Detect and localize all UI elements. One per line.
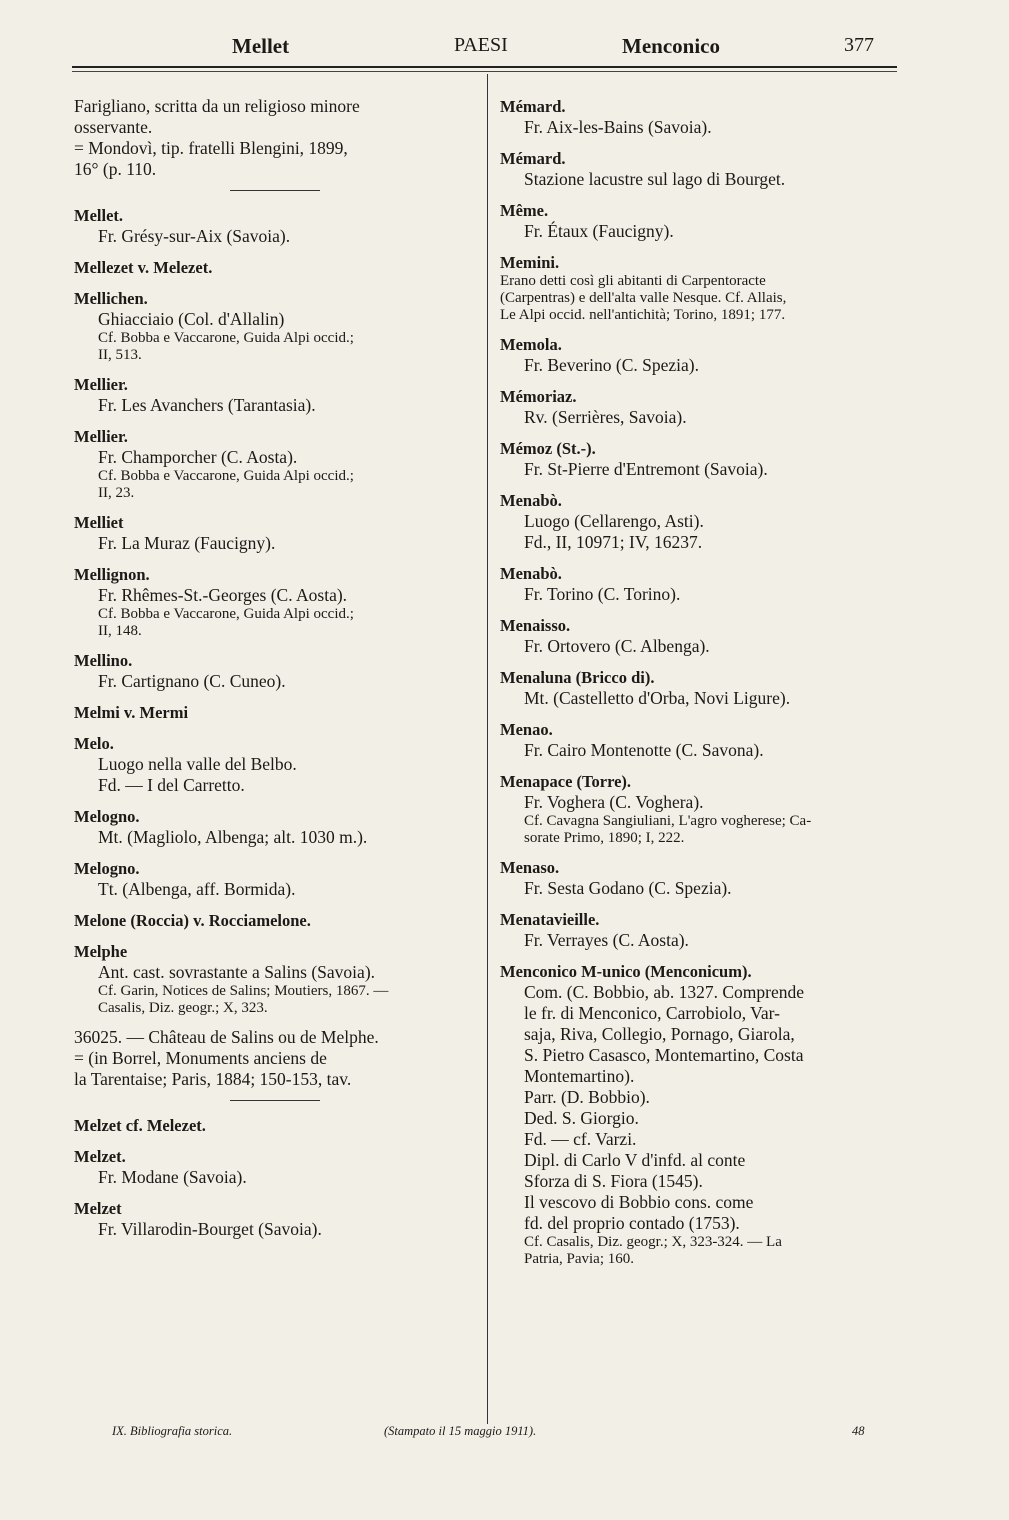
entry-reference: sorate Primo, 1890; I, 222. xyxy=(524,830,685,846)
entry-line: Fr. Grésy-sur-Aix (Savoia). xyxy=(98,226,291,246)
entry-line: Fr. Sesta Godano (C. Spezia). xyxy=(524,878,732,898)
dictionary-entry xyxy=(74,288,476,364)
entry-line: Ded. S. Giorgio. xyxy=(524,1108,639,1128)
entry-headword: Memola. xyxy=(500,335,562,354)
entry-line: Fr. Étaux (Faucigny). xyxy=(524,221,674,241)
footer-series: IX. Bibliografia storica. xyxy=(112,1424,233,1438)
header-right-word: Menconico xyxy=(622,34,720,58)
dictionary-entry xyxy=(500,386,900,428)
entry-headword: Menabò. xyxy=(500,491,562,510)
entry-line: Mt. (Castelletto d'Orba, Novi Ligure). xyxy=(524,688,791,708)
dictionary-entry xyxy=(74,910,476,931)
dictionary-entry xyxy=(500,334,900,376)
header-rule-thin xyxy=(72,71,897,72)
entry-line: Ant. cast. sovrastante a Salins (Savoia). xyxy=(98,962,376,982)
entry-headword: Melzet. xyxy=(74,1147,126,1166)
entry-line: Fr. Aix-les-Bains (Savoia). xyxy=(524,117,712,137)
entry-headword: Melmi v. Mermi xyxy=(74,703,189,722)
dictionary-entry xyxy=(500,961,900,1268)
entry-headword: Menabò. xyxy=(500,564,562,583)
entry-line: le fr. di Menconico, Carrobiolo, Var- xyxy=(524,1003,780,1023)
entry-line: Fd. — I del Carretto. xyxy=(98,775,245,795)
column-divider xyxy=(487,74,488,1424)
entry-headword: Melliet xyxy=(74,513,124,532)
entry-headword: Mellet. xyxy=(74,206,124,225)
entry-reference: Cf. Bobba e Vaccarone, Guida Alpi occid.; xyxy=(98,468,354,484)
entry-headword: Melzet xyxy=(74,1199,122,1218)
dictionary-entry xyxy=(500,96,900,138)
separator-rule xyxy=(230,1100,320,1101)
entry-line: Luogo (Cellarengo, Asti). xyxy=(524,511,704,531)
entry-line: Montemartino). xyxy=(524,1066,635,1086)
header-section: PAESI xyxy=(454,34,508,56)
entry-headword: Mellichen. xyxy=(74,289,148,308)
dictionary-entry xyxy=(500,200,900,242)
dictionary-entry xyxy=(74,1146,476,1188)
entry-line: Stazione lacustre sul lago di Bourget. xyxy=(524,169,786,189)
entry-line: Fr. Cartignano (C. Cuneo). xyxy=(98,671,286,691)
header-left-word: Mellet xyxy=(232,34,290,58)
footer-signature: 48 xyxy=(852,1424,865,1438)
entry-reference: Le Alpi occid. nell'antichità; Torino, 1891; 177. xyxy=(500,307,786,323)
right-column xyxy=(500,96,900,1278)
dictionary-entry xyxy=(74,205,476,247)
entry-line: Fr. Champorcher (C. Aosta). xyxy=(98,447,298,467)
entry-reference: Cf. Garin, Notices de Salins; Moutiers, 1867. — xyxy=(98,983,389,999)
entry-reference: II, 148. xyxy=(98,623,142,639)
dictionary-entry xyxy=(500,148,900,190)
entry-line: Farigliano, scritta da un religioso minore xyxy=(74,96,360,116)
entry-headword: Même. xyxy=(500,201,549,220)
dictionary-entry xyxy=(500,719,900,761)
left-column xyxy=(74,96,476,1250)
entry-headword: Melphe xyxy=(74,942,128,961)
entry-line: Fr. Modane (Savoia). xyxy=(98,1167,247,1187)
entry-line: Dipl. di Carlo V d'infd. al conte xyxy=(524,1150,746,1170)
entry-line: Fd. — cf. Varzi. xyxy=(524,1129,637,1149)
entry-line: Luogo nella valle del Belbo. xyxy=(98,754,297,774)
separator-rule xyxy=(230,190,320,191)
entry-line: Com. (C. Bobbio, ab. 1327. Comprende xyxy=(524,982,804,1002)
entry-headword: Melone (Roccia) v. Rocciamelone. xyxy=(74,911,311,930)
entry-headword: Melo. xyxy=(74,734,114,753)
entry-line: = (in Borrel, Monuments anciens de xyxy=(74,1048,327,1068)
entry-reference: Erano detti così gli abitanti di Carpentoracte xyxy=(500,273,766,289)
entry-headword: Menaisso. xyxy=(500,616,571,635)
entry-line: saja, Riva, Collegio, Pornago, Giarola, xyxy=(524,1024,795,1044)
entry-line: Fr. Beverino (C. Spezia). xyxy=(524,355,699,375)
entry-reference: II, 513. xyxy=(98,347,142,363)
entry-line: Ghiacciaio (Col. d'Allalin) xyxy=(98,309,285,329)
entry-line: Rv. (Serrières, Savoia). xyxy=(524,407,687,427)
dictionary-entry xyxy=(74,426,476,502)
entry-reference: II, 23. xyxy=(98,485,135,501)
entry-headword: Melzet cf. Melezet. xyxy=(74,1116,206,1135)
entry-line: Mt. (Magliolo, Albenga; alt. 1030 m.). xyxy=(98,827,368,847)
dictionary-entry xyxy=(74,512,476,554)
dictionary-entry xyxy=(74,650,476,692)
entry-reference: Cf. Bobba e Vaccarone, Guida Alpi occid.; xyxy=(98,606,354,622)
entry-headword: Menconico M-unico (Menconicum). xyxy=(500,962,752,981)
entry-line: Fr. Ortovero (C. Albenga). xyxy=(524,636,710,656)
dictionary-entry xyxy=(500,909,900,951)
entry-headword: Mellier. xyxy=(74,375,128,394)
entry-line: Sforza di S. Fiora (1545). xyxy=(524,1171,703,1191)
dictionary-entry xyxy=(74,806,476,848)
entry-headword: Mémoz (St.-). xyxy=(500,439,596,458)
entry-headword: Menaso. xyxy=(500,858,560,877)
entry-line: Fr. Verrayes (C. Aosta). xyxy=(524,930,689,950)
entry-headword: Mellezet v. Melezet. xyxy=(74,258,213,277)
page-number: 377 xyxy=(844,34,874,56)
dictionary-entry xyxy=(500,615,900,657)
entry-line: Tt. (Albenga, aff. Bormida). xyxy=(98,879,296,899)
entry-headword: Menaluna (Bricco di). xyxy=(500,668,655,687)
entry-reference: Cf. Casalis, Diz. geogr.; X, 323-324. — La xyxy=(524,1234,782,1250)
dictionary-entry xyxy=(500,490,900,553)
entry-line: Fd., II, 10971; IV, 16237. xyxy=(524,532,703,552)
entry-headword: Menapace (Torre). xyxy=(500,772,632,791)
entry-headword: Mellino. xyxy=(74,651,133,670)
dictionary-entry xyxy=(74,1027,476,1090)
dictionary-entry xyxy=(74,1198,476,1240)
entry-line: Fr. Villarodin-Bourget (Savoia). xyxy=(98,1219,322,1239)
entry-line: Fr. Rhêmes-St.-Georges (C. Aosta). xyxy=(98,585,348,605)
entry-line: S. Pietro Casasco, Montemartino, Costa xyxy=(524,1045,804,1065)
header-rule xyxy=(72,66,897,68)
footer-print-date: (Stampato il 15 maggio 1911). xyxy=(384,1424,537,1438)
dictionary-entry xyxy=(74,941,476,1017)
entry-headword: Menatavieille. xyxy=(500,910,600,929)
entry-line: 36025. — Château de Salins ou de Melphe. xyxy=(74,1027,379,1047)
entry-line: fd. del proprio contado (1753). xyxy=(524,1213,740,1233)
entry-reference: (Carpentras) e dell'alta valle Nesque. Cf. Allais, xyxy=(500,290,787,306)
dictionary-entry xyxy=(74,564,476,640)
entry-headword: Memini. xyxy=(500,253,560,272)
entry-line: 16° (p. 110. xyxy=(74,159,157,179)
entry-line: = Mondovì, tip. fratelli Blengini, 1899, xyxy=(74,138,348,158)
running-header xyxy=(72,30,899,64)
dictionary-entry xyxy=(74,702,476,723)
entry-line: Parr. (D. Bobbio). xyxy=(524,1087,650,1107)
entry-headword: Mémard. xyxy=(500,149,566,168)
entry-line: Fr. La Muraz (Faucigny). xyxy=(98,533,276,553)
dictionary-entry xyxy=(74,257,476,278)
entry-line: Fr. Voghera (C. Voghera). xyxy=(524,792,704,812)
entry-headword: Menao. xyxy=(500,720,553,739)
entry-headword: Melogno. xyxy=(74,807,140,826)
dictionary-entry xyxy=(74,96,476,180)
dictionary-entry xyxy=(74,1115,476,1136)
entry-reference: Patria, Pavia; 160. xyxy=(524,1251,634,1267)
dictionary-entry xyxy=(500,857,900,899)
entry-reference: Cf. Bobba e Vaccarone, Guida Alpi occid.; xyxy=(98,330,354,346)
dictionary-entry xyxy=(74,733,476,796)
entry-headword: Mellignon. xyxy=(74,565,150,584)
dictionary-entry xyxy=(500,252,900,324)
entry-line: osservante. xyxy=(74,117,153,137)
entry-line: la Tarentaise; Paris, 1884; 150-153, tav. xyxy=(74,1069,352,1089)
entry-line: Fr. Torino (C. Torino). xyxy=(524,584,681,604)
dictionary-entry xyxy=(74,374,476,416)
dictionary-entry xyxy=(74,858,476,900)
entry-line: Fr. Cairo Montenotte (C. Savona). xyxy=(524,740,764,760)
entry-headword: Melogno. xyxy=(74,859,140,878)
entry-headword: Mémard. xyxy=(500,97,566,116)
dictionary-entry xyxy=(500,438,900,480)
entry-line: Fr. St-Pierre d'Entremont (Savoia). xyxy=(524,459,768,479)
entry-headword: Mémoriaz. xyxy=(500,387,577,406)
entry-line: Fr. Les Avanchers (Tarantasia). xyxy=(98,395,316,415)
dictionary-entry xyxy=(500,771,900,847)
entry-headword: Mellier. xyxy=(74,427,128,446)
entry-line: Il vescovo di Bobbio cons. come xyxy=(524,1192,754,1212)
dictionary-entry xyxy=(500,667,900,709)
entry-reference: Casalis, Diz. geogr.; X, 323. xyxy=(98,1000,268,1016)
dictionary-entry xyxy=(500,563,900,605)
entry-reference: Cf. Cavagna Sangiuliani, L'agro vogherese; Ca- xyxy=(524,813,812,829)
